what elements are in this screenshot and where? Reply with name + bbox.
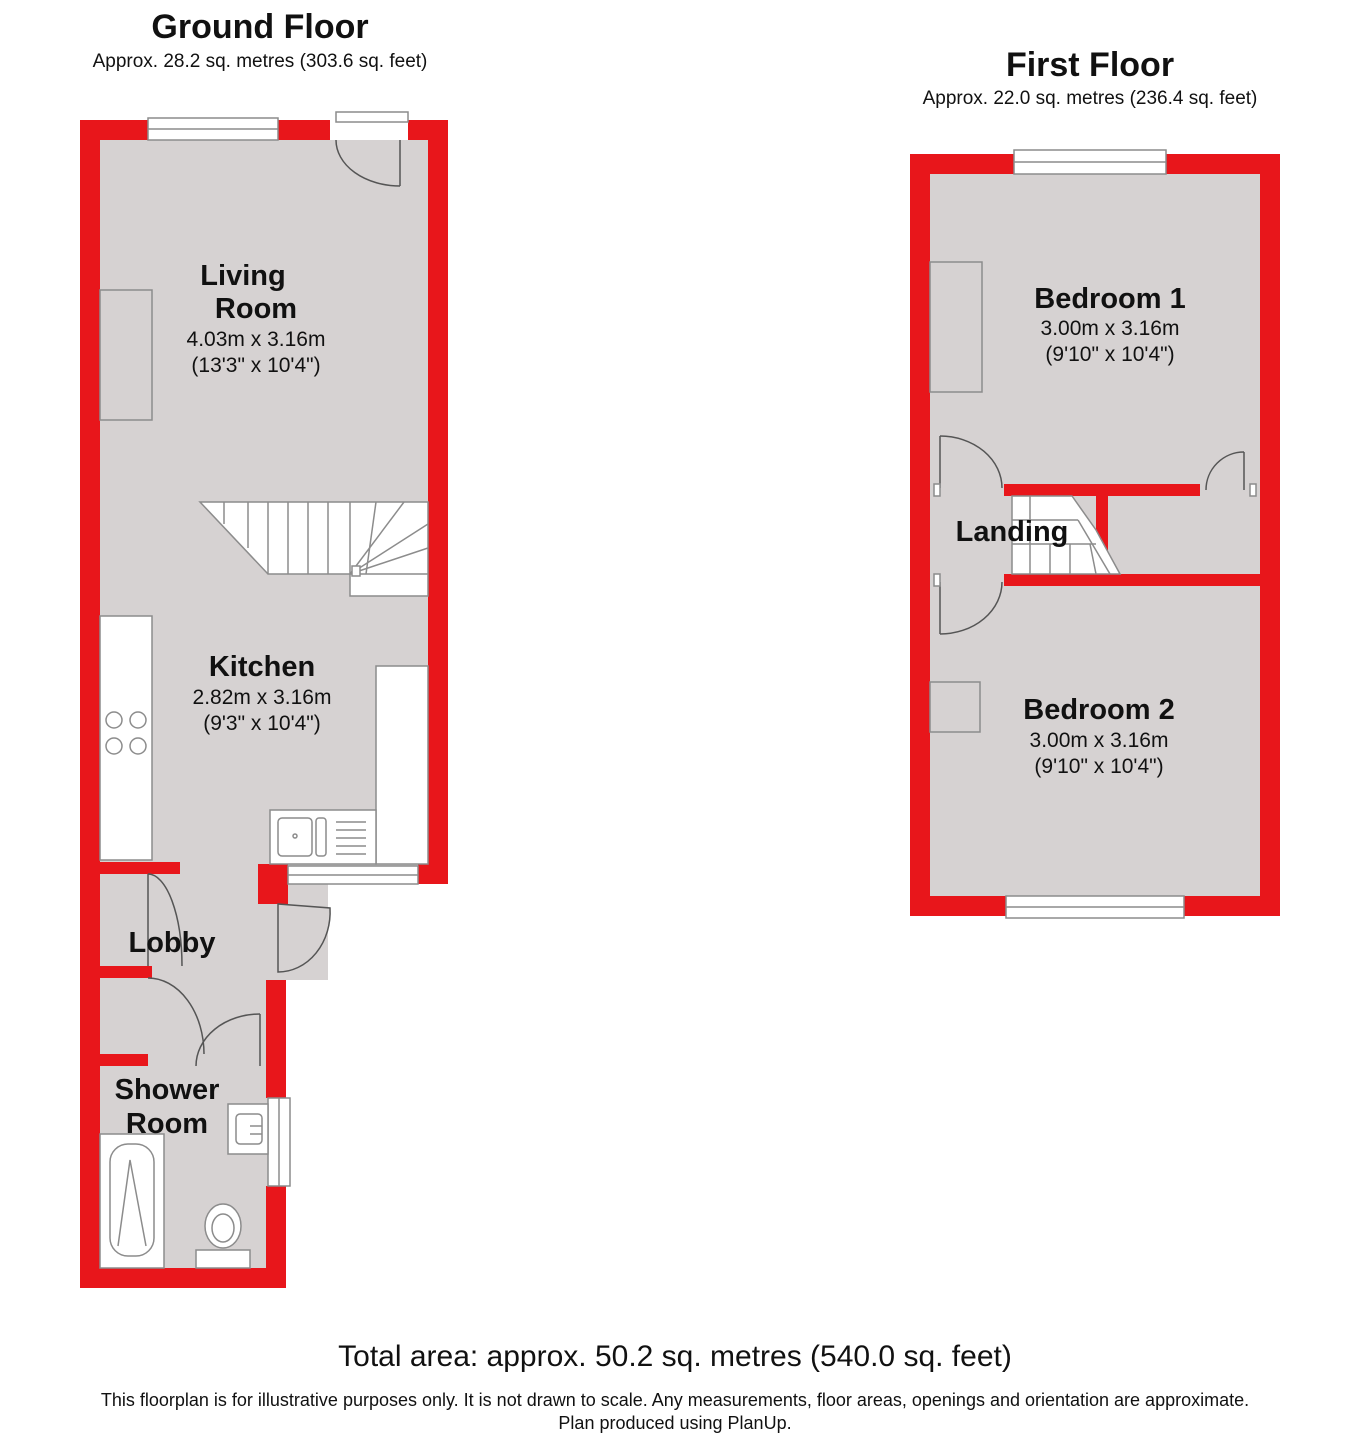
lobby-label: Lobby	[128, 927, 216, 959]
right-worktop	[376, 666, 428, 864]
bedroom-2-chimney-breast	[930, 682, 980, 732]
bedroom-1-label: Bedroom 1	[1034, 283, 1186, 315]
kitchen-window	[288, 866, 418, 884]
living-room-label-line2: Room	[214, 293, 298, 325]
bedroom-1-window	[1014, 150, 1166, 174]
shower-room-label-line2: Room	[125, 1108, 209, 1140]
bedroom-2-window	[1006, 896, 1184, 918]
disclaimer-line-1: This floorplan is for illustrative purposes only. It is not drawn to scale. Any measurements, floor areas, openings and orientation are approximate.	[100, 1390, 1250, 1410]
shower-room-window	[268, 1098, 290, 1186]
living-room-window	[148, 118, 278, 140]
chimney-breast	[100, 290, 152, 420]
first-floor-title: First Floor	[1005, 46, 1175, 84]
living-room-imperial: (13'3" x 10'4")	[191, 354, 321, 377]
living-room-metric: 4.03m x 3.16m	[186, 328, 326, 351]
first-floor-area: Approx. 22.0 sq. metres (236.4 sq. feet)	[922, 88, 1258, 109]
bedroom-2-metric: 3.00m x 3.16m	[1029, 729, 1169, 752]
disclaimer-line-2: Plan produced using PlanUp.	[558, 1413, 792, 1433]
bedroom-2-label: Bedroom 2	[1023, 694, 1175, 726]
kitchen-imperial: (9'3" x 10'4")	[203, 712, 321, 735]
kitchen-label: Kitchen	[208, 651, 316, 683]
ground-floor-area: Approx. 28.2 sq. metres (303.6 sq. feet)	[92, 51, 428, 72]
living-room-label-line1: Living	[200, 260, 286, 292]
bedroom-1-metric: 3.00m x 3.16m	[1040, 317, 1180, 340]
bedroom-1-imperial: (9'10" x 10'4")	[1045, 343, 1175, 366]
toilet-cistern	[196, 1250, 250, 1268]
kitchen-metric: 2.82m x 3.16m	[192, 686, 332, 709]
total-area: Total area: approx. 50.2 sq. metres (540.0 sq. feet)	[338, 1340, 1012, 1373]
landing-label: Landing	[955, 516, 1069, 548]
left-worktop	[100, 616, 152, 860]
bedroom-1-chimney-breast	[930, 262, 982, 392]
bedroom-2-imperial: (9'10" x 10'4")	[1034, 755, 1164, 778]
ground-floor-title: Ground Floor	[151, 8, 369, 46]
shower-room-label-line1: Shower	[114, 1074, 220, 1106]
